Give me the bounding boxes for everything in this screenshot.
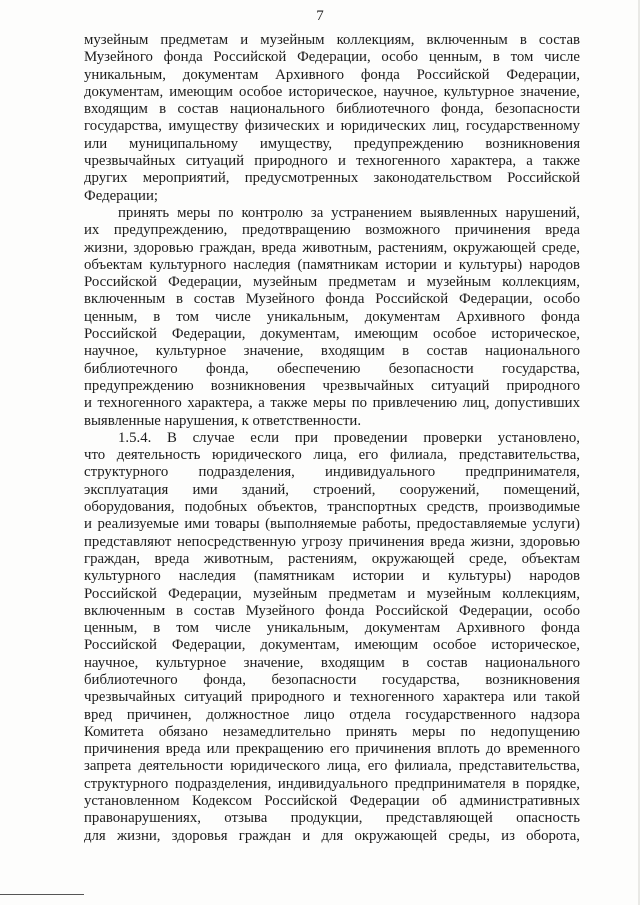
text-line: чрезвычайных ситуаций природного и техногенного характера или такой bbox=[84, 689, 580, 706]
text-line: библиотечного фонда, обеспечению безопасности государства, bbox=[84, 360, 580, 377]
text-line: что деятельность юридического лица, его филиала, представительства, bbox=[84, 447, 580, 464]
text-line: Российской Федерации, документам, имеющим особое историческое, bbox=[84, 637, 580, 654]
text-line: научное, культурное значение, входящим в состав национального bbox=[84, 654, 580, 671]
text-line: представляют непосредственную угрозу причинения вреда жизни, здоровью bbox=[84, 533, 580, 550]
text-line: включенным в состав Музейного фонда Российской Федерации, особо bbox=[84, 602, 580, 619]
text-line: вред причинен, должностное лицо отдела государственного надзора bbox=[84, 706, 580, 723]
text-line: установленном Кодексом Российской Федерации об административных bbox=[84, 793, 580, 810]
text-line: принять меры по контролю за устранением выявленных нарушений, bbox=[118, 204, 580, 221]
text-line: структурного подразделения, индивидуального предпринимателя в порядке, bbox=[84, 775, 580, 792]
text-line: библиотечного фонда, безопасности государства, возникновения bbox=[84, 671, 580, 688]
text-line: их предупреждению, предотвращению возможного причинения вреда bbox=[84, 222, 580, 239]
text-line: запрета деятельности юридического лица, его филиала, представительства, bbox=[84, 758, 580, 775]
text-line: государства, имуществу физических и юридических лиц, государственному bbox=[84, 118, 580, 135]
text-line: правонарушениях, отзыва продукции, представляющей опасность bbox=[84, 810, 580, 827]
text-line: научное, культурное значение, входящим в состав национального bbox=[84, 343, 580, 360]
text-line: Комитета обязано незамедлительно принять меры по недопущению bbox=[84, 723, 580, 740]
text-line: входящим в состав национального библиотечного фонда, безопасности bbox=[84, 101, 580, 118]
text-line: эксплуатация ими зданий, строений, сооружений, помещений, bbox=[84, 481, 580, 498]
page-number: 7 bbox=[316, 8, 324, 24]
text-line: выявленные нарушения, к ответственности. bbox=[84, 412, 362, 429]
text-line: граждан, вреда животным, растениям, окружающей среде, объектам bbox=[84, 550, 580, 567]
text-line: ценным, в том числе уникальным, документам Архивного фонда bbox=[84, 620, 580, 637]
text-line: объектам культурного наследия (памятникам истории и культуры) народов bbox=[84, 256, 580, 273]
text-line: 1.5.4. В случае если при проведении проверки установлено, bbox=[118, 429, 580, 446]
body-text bbox=[84, 32, 580, 845]
text-line: предупреждению возникновения чрезвычайных ситуаций природного bbox=[84, 377, 580, 394]
text-line: для жизни, здоровья граждан и для окружающей среды, из оборота, bbox=[84, 827, 580, 844]
text-line: Российской Федерации, музейным предметам и музейным коллекциям, bbox=[84, 274, 580, 291]
text-line: Федерации; bbox=[84, 187, 158, 204]
text-line: чрезвычайных ситуаций природного и техногенного характера, а также bbox=[84, 153, 580, 170]
text-line: культурного наследия (памятникам истории и культуры) народов bbox=[84, 568, 580, 585]
text-line: документам, имеющим особое историческое, научное, культурное значение, bbox=[84, 83, 580, 100]
text-line: ценным, в том числе уникальным, документам Архивного фонда bbox=[84, 308, 580, 325]
text-line: музейным предметам и музейным коллекциям, включенным в состав bbox=[84, 32, 580, 48]
text-line: и реализуемые ими товары (выполняемые работы, предоставляемые услуги) bbox=[84, 516, 580, 533]
text-line: оборудования, подобных объектов, транспортных средств, производимые bbox=[84, 499, 580, 516]
text-line: включенным в состав Музейного фонда Российской Федерации, особо bbox=[84, 291, 580, 308]
text-line: структурного подразделения, индивидуального предпринимателя, bbox=[84, 464, 580, 481]
text-line: Музейного фонда Российской Федерации, особо ценным, в том числе bbox=[84, 49, 580, 66]
footnote-divider bbox=[0, 894, 84, 895]
text-line: причинения вреда или прекращению его причинения вплоть до временного bbox=[84, 741, 580, 758]
text-line: и техногенного характера, а также меры по привлечению лиц, допустивших bbox=[84, 395, 580, 412]
text-line: Российской Федерации, музейным предметам и музейным коллекциям, bbox=[84, 585, 580, 602]
text-line: или муниципальному имуществу, предупреждению возникновения bbox=[84, 135, 580, 152]
text-line: Российской Федерации, документам, имеющим особое историческое, bbox=[84, 326, 580, 343]
text-line: уникальным, документам Архивного фонда Российской Федерации, bbox=[84, 66, 580, 83]
text-line: других мероприятий, предусмотренных законодательством Российской bbox=[84, 170, 580, 187]
text-line: жизни, здоровью граждан, вреда животным, растениям, окружающей среде, bbox=[84, 239, 580, 256]
